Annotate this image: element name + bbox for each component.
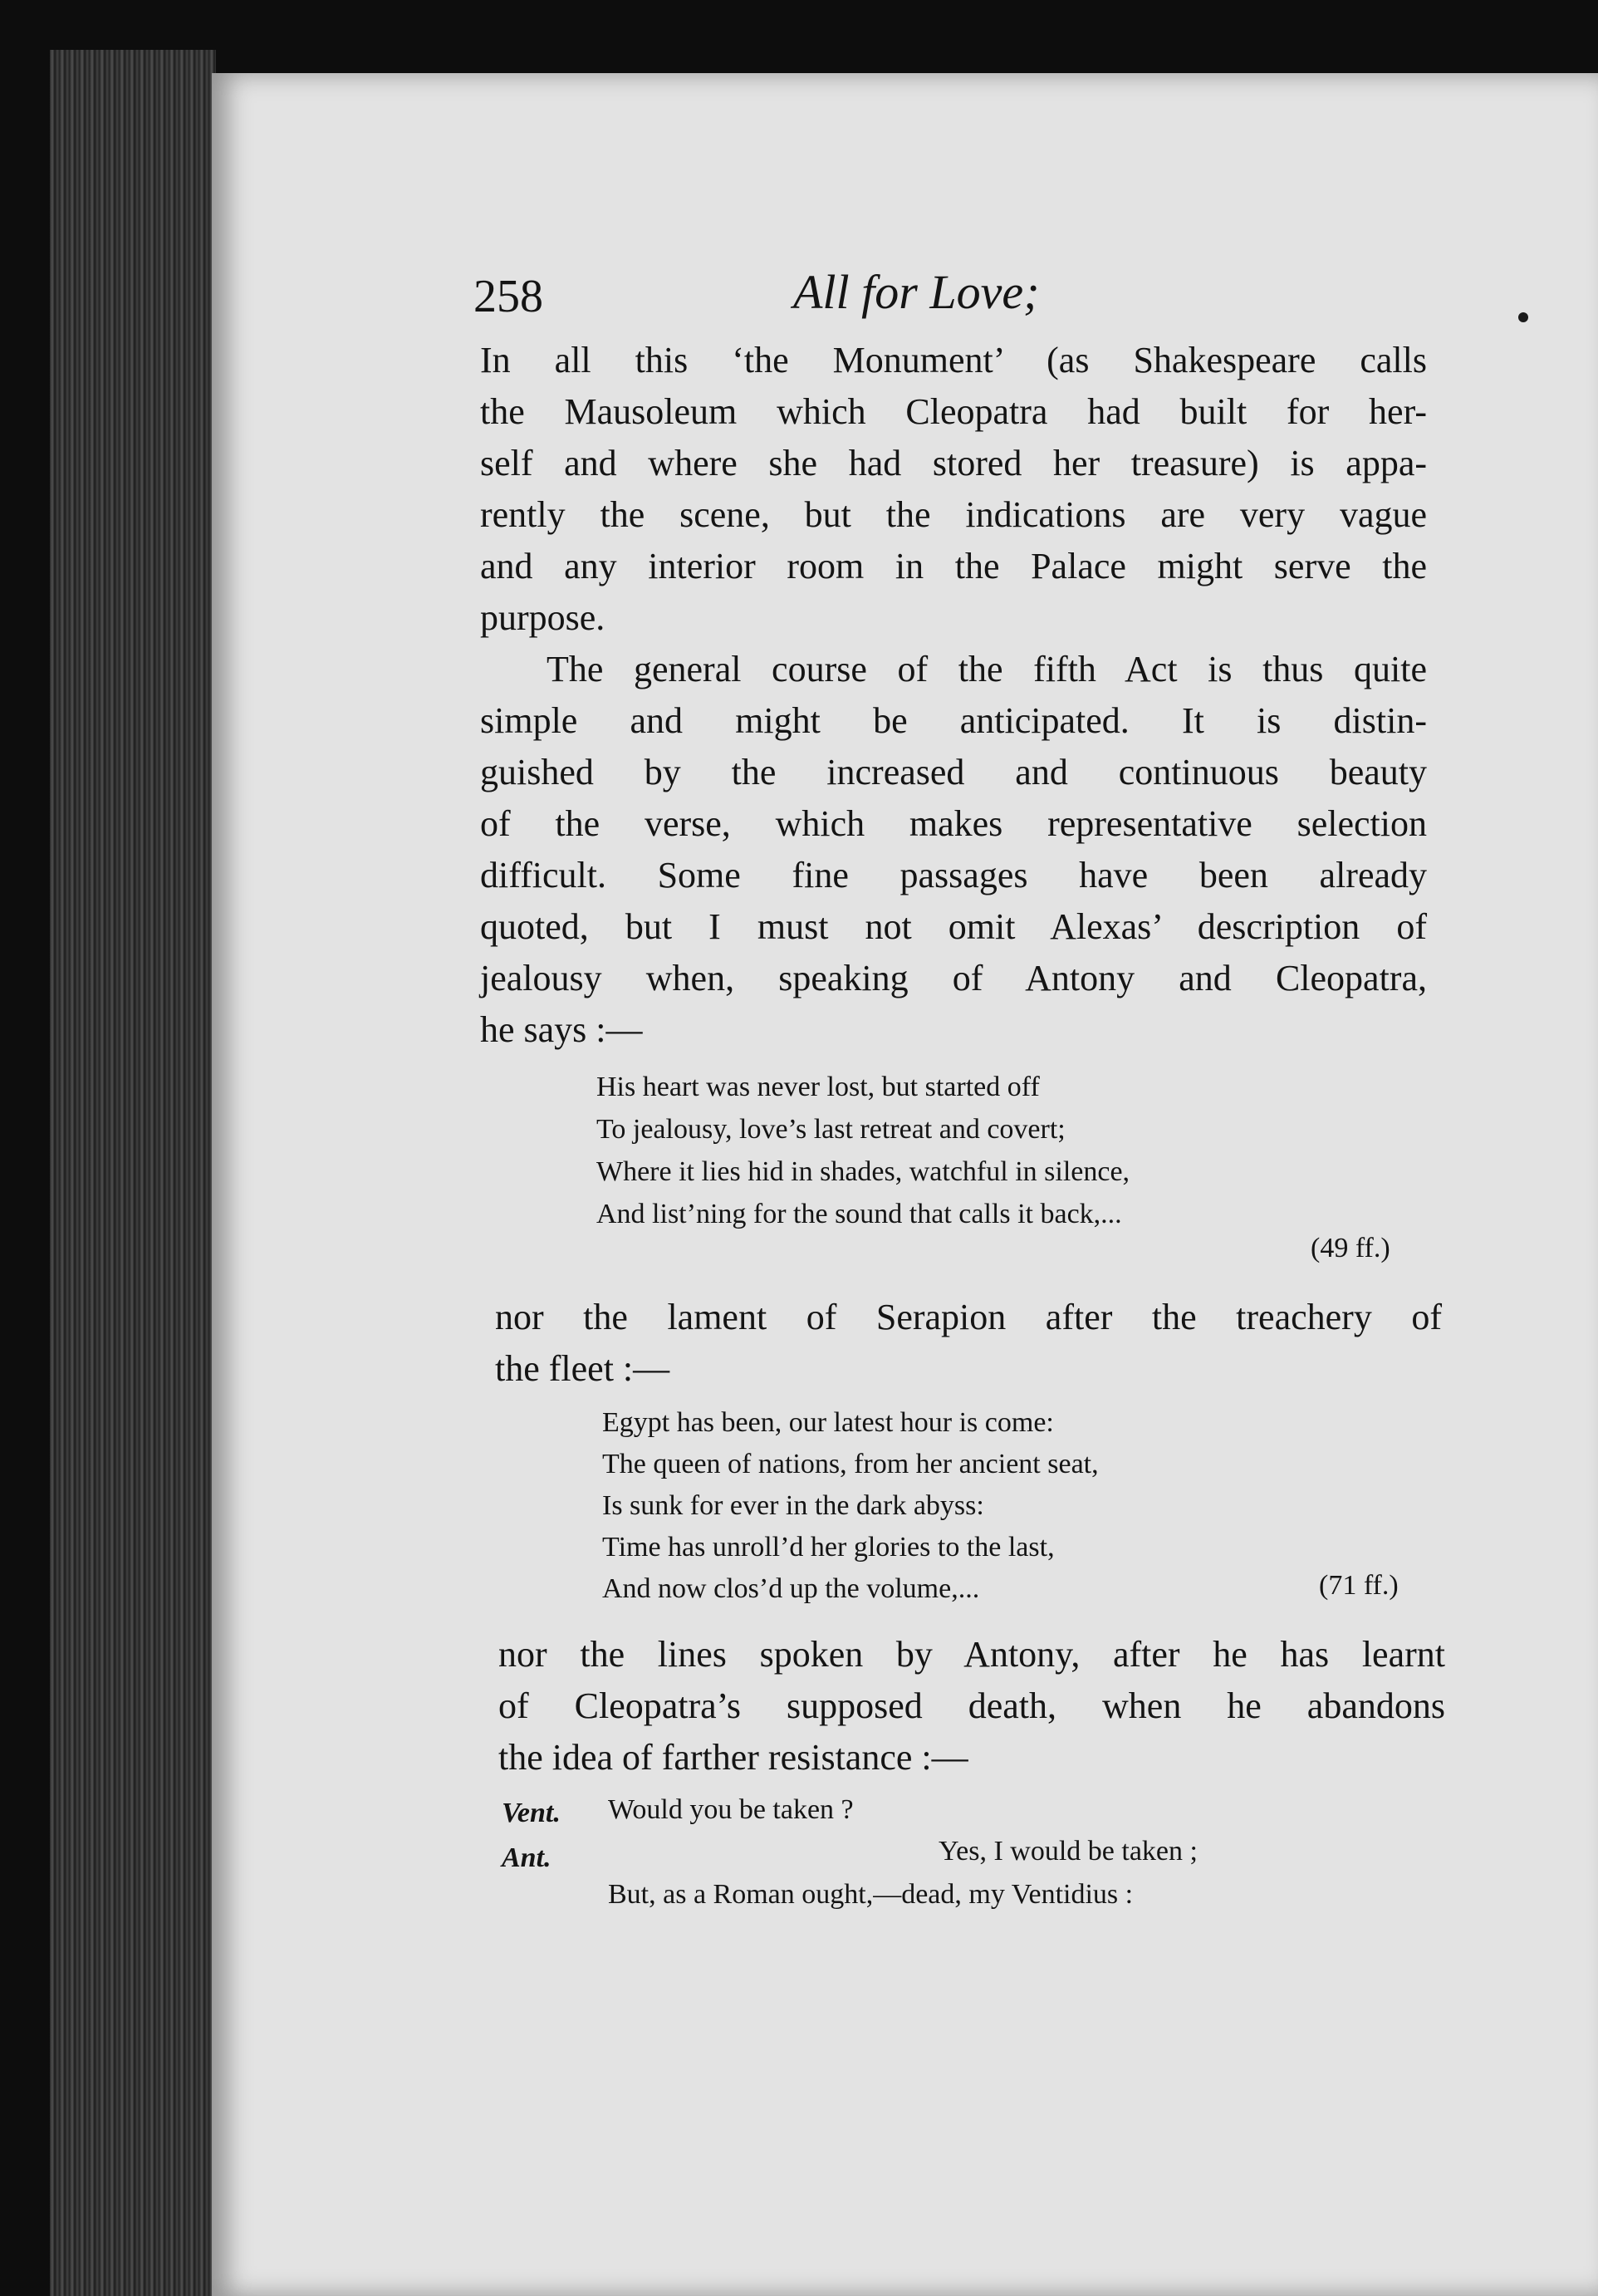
quote-line: To jealousy, love’s last retreat and covert; bbox=[596, 1114, 1066, 1145]
quote-line: The queen of nations, from her ancient seat, bbox=[602, 1449, 1099, 1479]
page-number: 258 bbox=[473, 271, 543, 322]
body-line: and any interior room in the Palace might serve the bbox=[480, 546, 1427, 586]
dialogue-line: But, as a Roman ought,—dead, my Ventidius : bbox=[608, 1879, 1134, 1910]
body-line: nor the lament of Serapion after the treachery of bbox=[495, 1297, 1442, 1337]
quote-line: And list’ning for the sound that calls it back,... bbox=[596, 1199, 1122, 1229]
body-line: guished by the increased and continuous beauty bbox=[480, 752, 1427, 792]
body-line: self and where she had stored her treasure) is appa- bbox=[480, 443, 1427, 483]
body-line: In all this ‘the Monument’ (as Shakespeare calls bbox=[480, 340, 1427, 380]
dialogue-line: Would you be taken ? bbox=[608, 1794, 854, 1825]
body-line: The general course of the fifth Act is thus quite bbox=[547, 649, 1427, 689]
body-line: of Cleopatra’s supposed death, when he abandons bbox=[498, 1685, 1445, 1726]
body-line: jealousy when, speaking of Antony and Cleopatra, bbox=[480, 958, 1427, 998]
speaker-name: Vent. bbox=[502, 1798, 561, 1828]
body-line: purpose. bbox=[480, 597, 605, 638]
book-page-edges bbox=[50, 50, 216, 2296]
ink-spot bbox=[1518, 312, 1528, 322]
quote-citation: (71 ff.) bbox=[1319, 1570, 1399, 1601]
body-line: the Mausoleum which Cleopatra had built for her- bbox=[480, 391, 1427, 432]
quote-line: Where it lies hid in shades, watchful in silence, bbox=[596, 1156, 1130, 1187]
speaker-name: Ant. bbox=[502, 1842, 551, 1873]
quote-line: Egypt has been, our latest hour is come: bbox=[602, 1407, 1054, 1438]
running-title: All for Love; bbox=[793, 265, 1040, 319]
quote-line: Time has unroll’d her glories to the last, bbox=[602, 1532, 1055, 1563]
body-line: difficult. Some fine passages have been already bbox=[480, 855, 1427, 895]
quote-citation: (49 ff.) bbox=[1311, 1233, 1390, 1263]
body-line: the idea of farther resistance :— bbox=[498, 1737, 968, 1778]
body-line: he says :— bbox=[480, 1009, 643, 1050]
body-line: the fleet :— bbox=[495, 1348, 670, 1389]
dialogue-line: Yes, I would be taken ; bbox=[939, 1836, 1198, 1867]
body-line: of the verse, which makes representative selection bbox=[480, 803, 1427, 844]
body-line: nor the lines spoken by Antony, after he has learnt bbox=[498, 1634, 1445, 1675]
quote-line: Is sunk for ever in the dark abyss: bbox=[602, 1490, 984, 1521]
body-line: quoted, but I must not omit Alexas’ description of bbox=[480, 906, 1427, 947]
quote-line: And now clos’d up the volume,... bbox=[602, 1573, 980, 1604]
body-line: simple and might be anticipated. It is distin- bbox=[480, 700, 1427, 741]
body-line: rently the scene, but the indications are very vague bbox=[480, 494, 1427, 535]
quote-line: His heart was never lost, but started off bbox=[596, 1072, 1040, 1102]
